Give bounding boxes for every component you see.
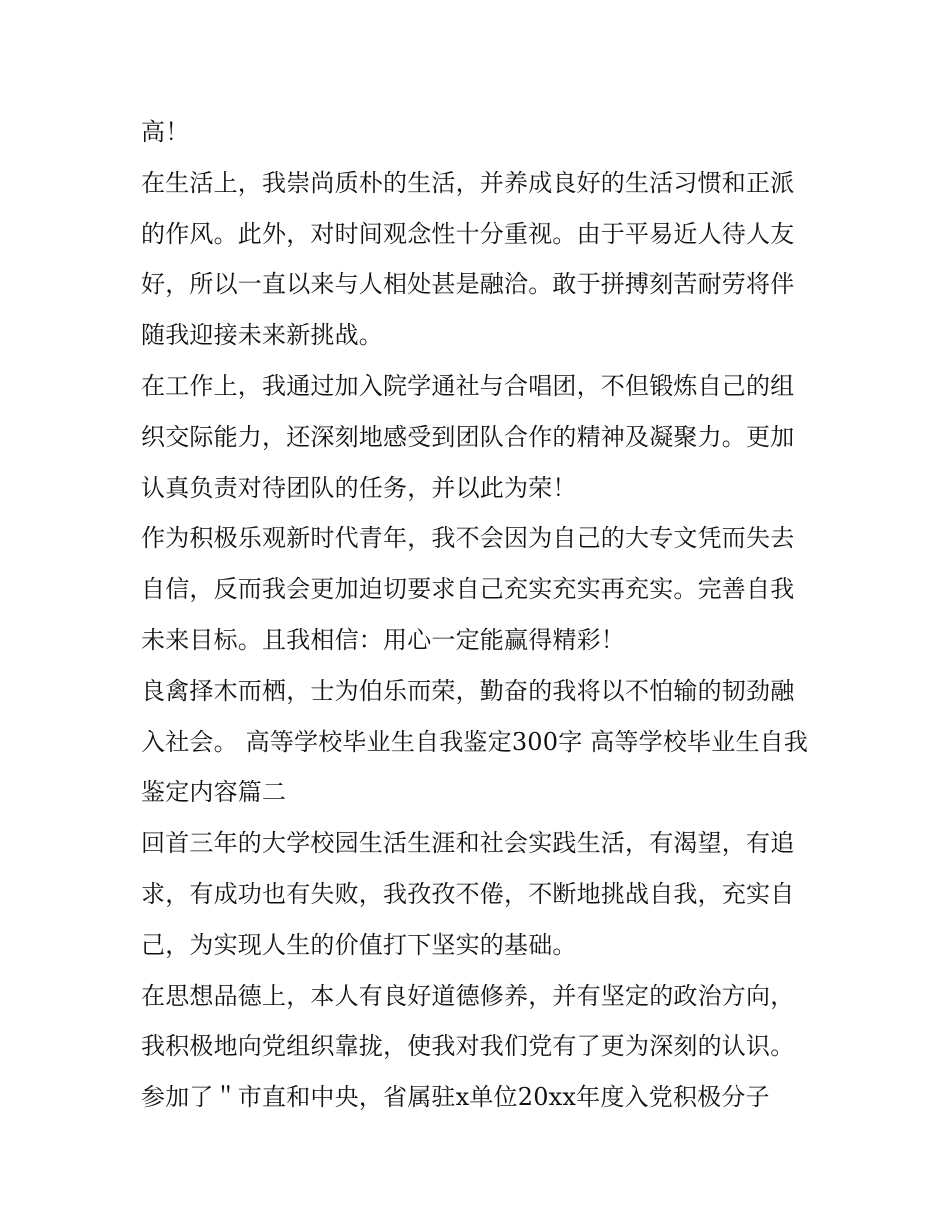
paragraph: 在工作上，我通过加入院学通社与合唱团，不但锻炼自己的组织交际能力，还深刻地感受到团队合作的精神及凝聚力。更加认真负责对待团队的任务，并以此为荣！ xyxy=(141,371,795,502)
paragraph: 在生活上，我崇尚质朴的生活，并养成良好的生活习惯和正派的作风。此外，对时间观念性十分重视。由于平易近人待人友好，所以一直以来与人相处甚是融洽。敢于拼搏刻苦耐劳将伴随我迎接未来新挑战。 xyxy=(141,168,795,350)
document-body xyxy=(141,107,813,1123)
paragraph: 作为积极乐观新时代青年，我不会因为自己的大专文凭而失去自信，反而我会更加迫切要求自己充实充实再充实。完善自我未来目标。且我相信：用心一定能赢得精彩！ xyxy=(141,524,795,654)
paragraph: 回首三年的大学校园生活生涯和社会实践生活，有渴望，有追求，有成功也有失败，我孜孜不倦，不断地挑战自我，充实自己，为实现人生的价值打下坚实的基础。 xyxy=(141,829,795,959)
paragraph: 良禽择木而栖，士为伯乐而荣，勤奋的我将以不怕输的韧劲融入社会。 高等学校毕业生自我鉴定300字 高等学校毕业生自我鉴定内容篇二 xyxy=(141,676,809,807)
paragraph: 在思想品德上，本人有良好道德修养，并有坚定的政治方向，我积极地向党组织靠拢，使我对我们党有了更为深刻的认识。参加了＂市直和中央，省属驻x单位20xx年度入党积极分子 xyxy=(141,981,795,1112)
paragraph: 高！ xyxy=(141,118,190,146)
